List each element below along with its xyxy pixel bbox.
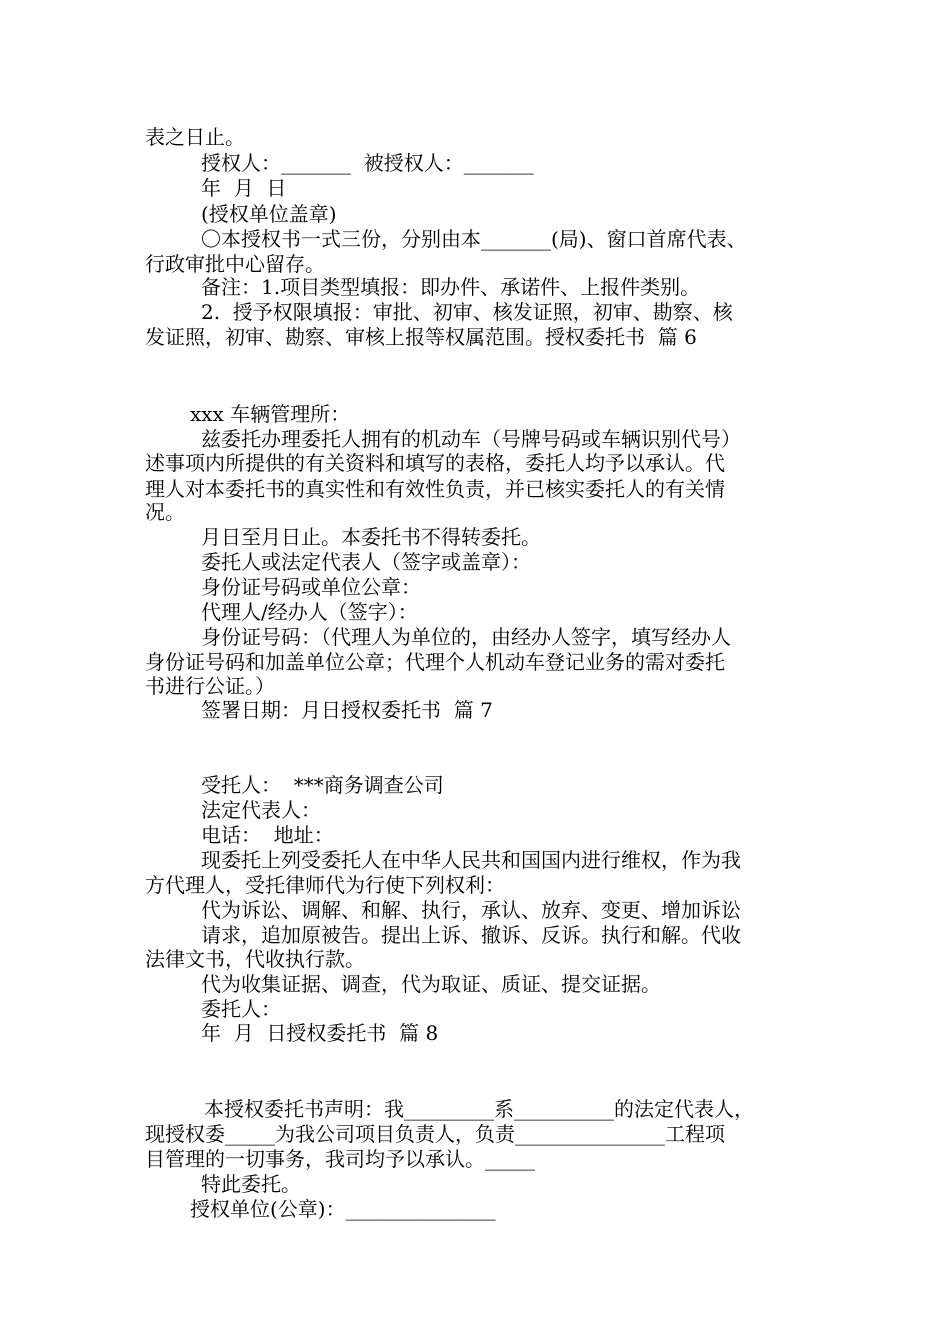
text-line: 代为诉讼、调解、和解、执行，承认、放弃、变更、增加诉讼 (201, 898, 741, 922)
text-line: xxx 车辆管理所： (190, 402, 351, 426)
text-line: 签署日期：月日授权委托书 篇 7 (201, 698, 493, 722)
text-line: 请求，追加原被告。提出上诉、撤诉、反诉。执行和解。代收 (201, 923, 741, 947)
text-line: 身份证号码或单位公章： (201, 575, 421, 599)
text-line: 授权人：_______ 被授权人：_______ (201, 151, 534, 175)
text-line: 本授权委托书声明：我_________系__________的法定代表人， (204, 1097, 754, 1121)
text-line: 委托人： (201, 997, 281, 1021)
text-line: 发证照，初审、勘察、审核上报等权属范围。授权委托书 篇 6 (145, 325, 697, 349)
text-line: 特此委托。 (201, 1172, 301, 1196)
text-line: 现委托上列受委托人在中华人民共和国国内进行维权，作为我 (201, 848, 741, 872)
text-line: 年 月 日授权委托书 篇 8 (201, 1021, 439, 1045)
text-line: 理人对本委托书的真实性和有效性负责，并已核实委托人的有关情 (145, 477, 725, 501)
text-line: (授权单位盖章) (201, 202, 337, 226)
text-line: 〇本授权书一式三份，分别由本_______(局)、窗口首席代表、 (201, 227, 747, 251)
text-line: 况。 (145, 500, 185, 524)
text-line: 书进行公证。） (145, 674, 275, 698)
text-line: 现授权委_____为我公司项目负责人，负责_______________工程项 (145, 1122, 725, 1146)
text-line: 委托人或法定代表人（签字或盖章）： (201, 550, 531, 574)
text-line: 代理人/经办人（签字）： (201, 600, 418, 624)
text-line: 授权单位(公章)：_______________ (190, 1197, 496, 1221)
text-line: 年 月 日 (201, 176, 287, 200)
text-line: 代为收集证据、调查，代为取证、质证、提交证据。 (201, 972, 661, 996)
text-line: 月日至月日止。本委托书不得转委托。 (201, 525, 541, 549)
text-line: 方代理人，受托律师代为行使下列权利： (145, 873, 505, 897)
text-line: 表之日止。 (145, 125, 245, 149)
text-line: 法定代表人： (201, 798, 321, 822)
text-line: 电话： 地址： (201, 823, 334, 847)
text-line: 身份证号码和加盖单位公章；代理个人机动车登记业务的需对委托 (145, 650, 725, 674)
text-line: 受托人： ***商务调查公司 (201, 773, 444, 797)
text-line: 目管理的一切事务，我司均予以承认。_____ (145, 1147, 535, 1171)
text-line: 2. 授予权限填报：审批、初审、核发证照，初审、勘察、核 (201, 300, 733, 324)
text-line: 行政审批中心留存。 (145, 252, 325, 276)
text-line: 身份证号码：（代理人为单位的，由经办人签字，填写经办人 (201, 625, 731, 649)
text-line: 法律文书，代收执行款。 (145, 947, 365, 971)
text-line: 兹委托办理委托人拥有的机动车（号牌号码或车辆识别代号） (201, 427, 741, 451)
text-line: 备注：1.项目类型填报：即办件、承诺件、上报件类别。 (201, 275, 701, 299)
text-line: 述事项内所提供的有关资料和填写的表格，委托人均予以承认。代 (145, 451, 725, 475)
